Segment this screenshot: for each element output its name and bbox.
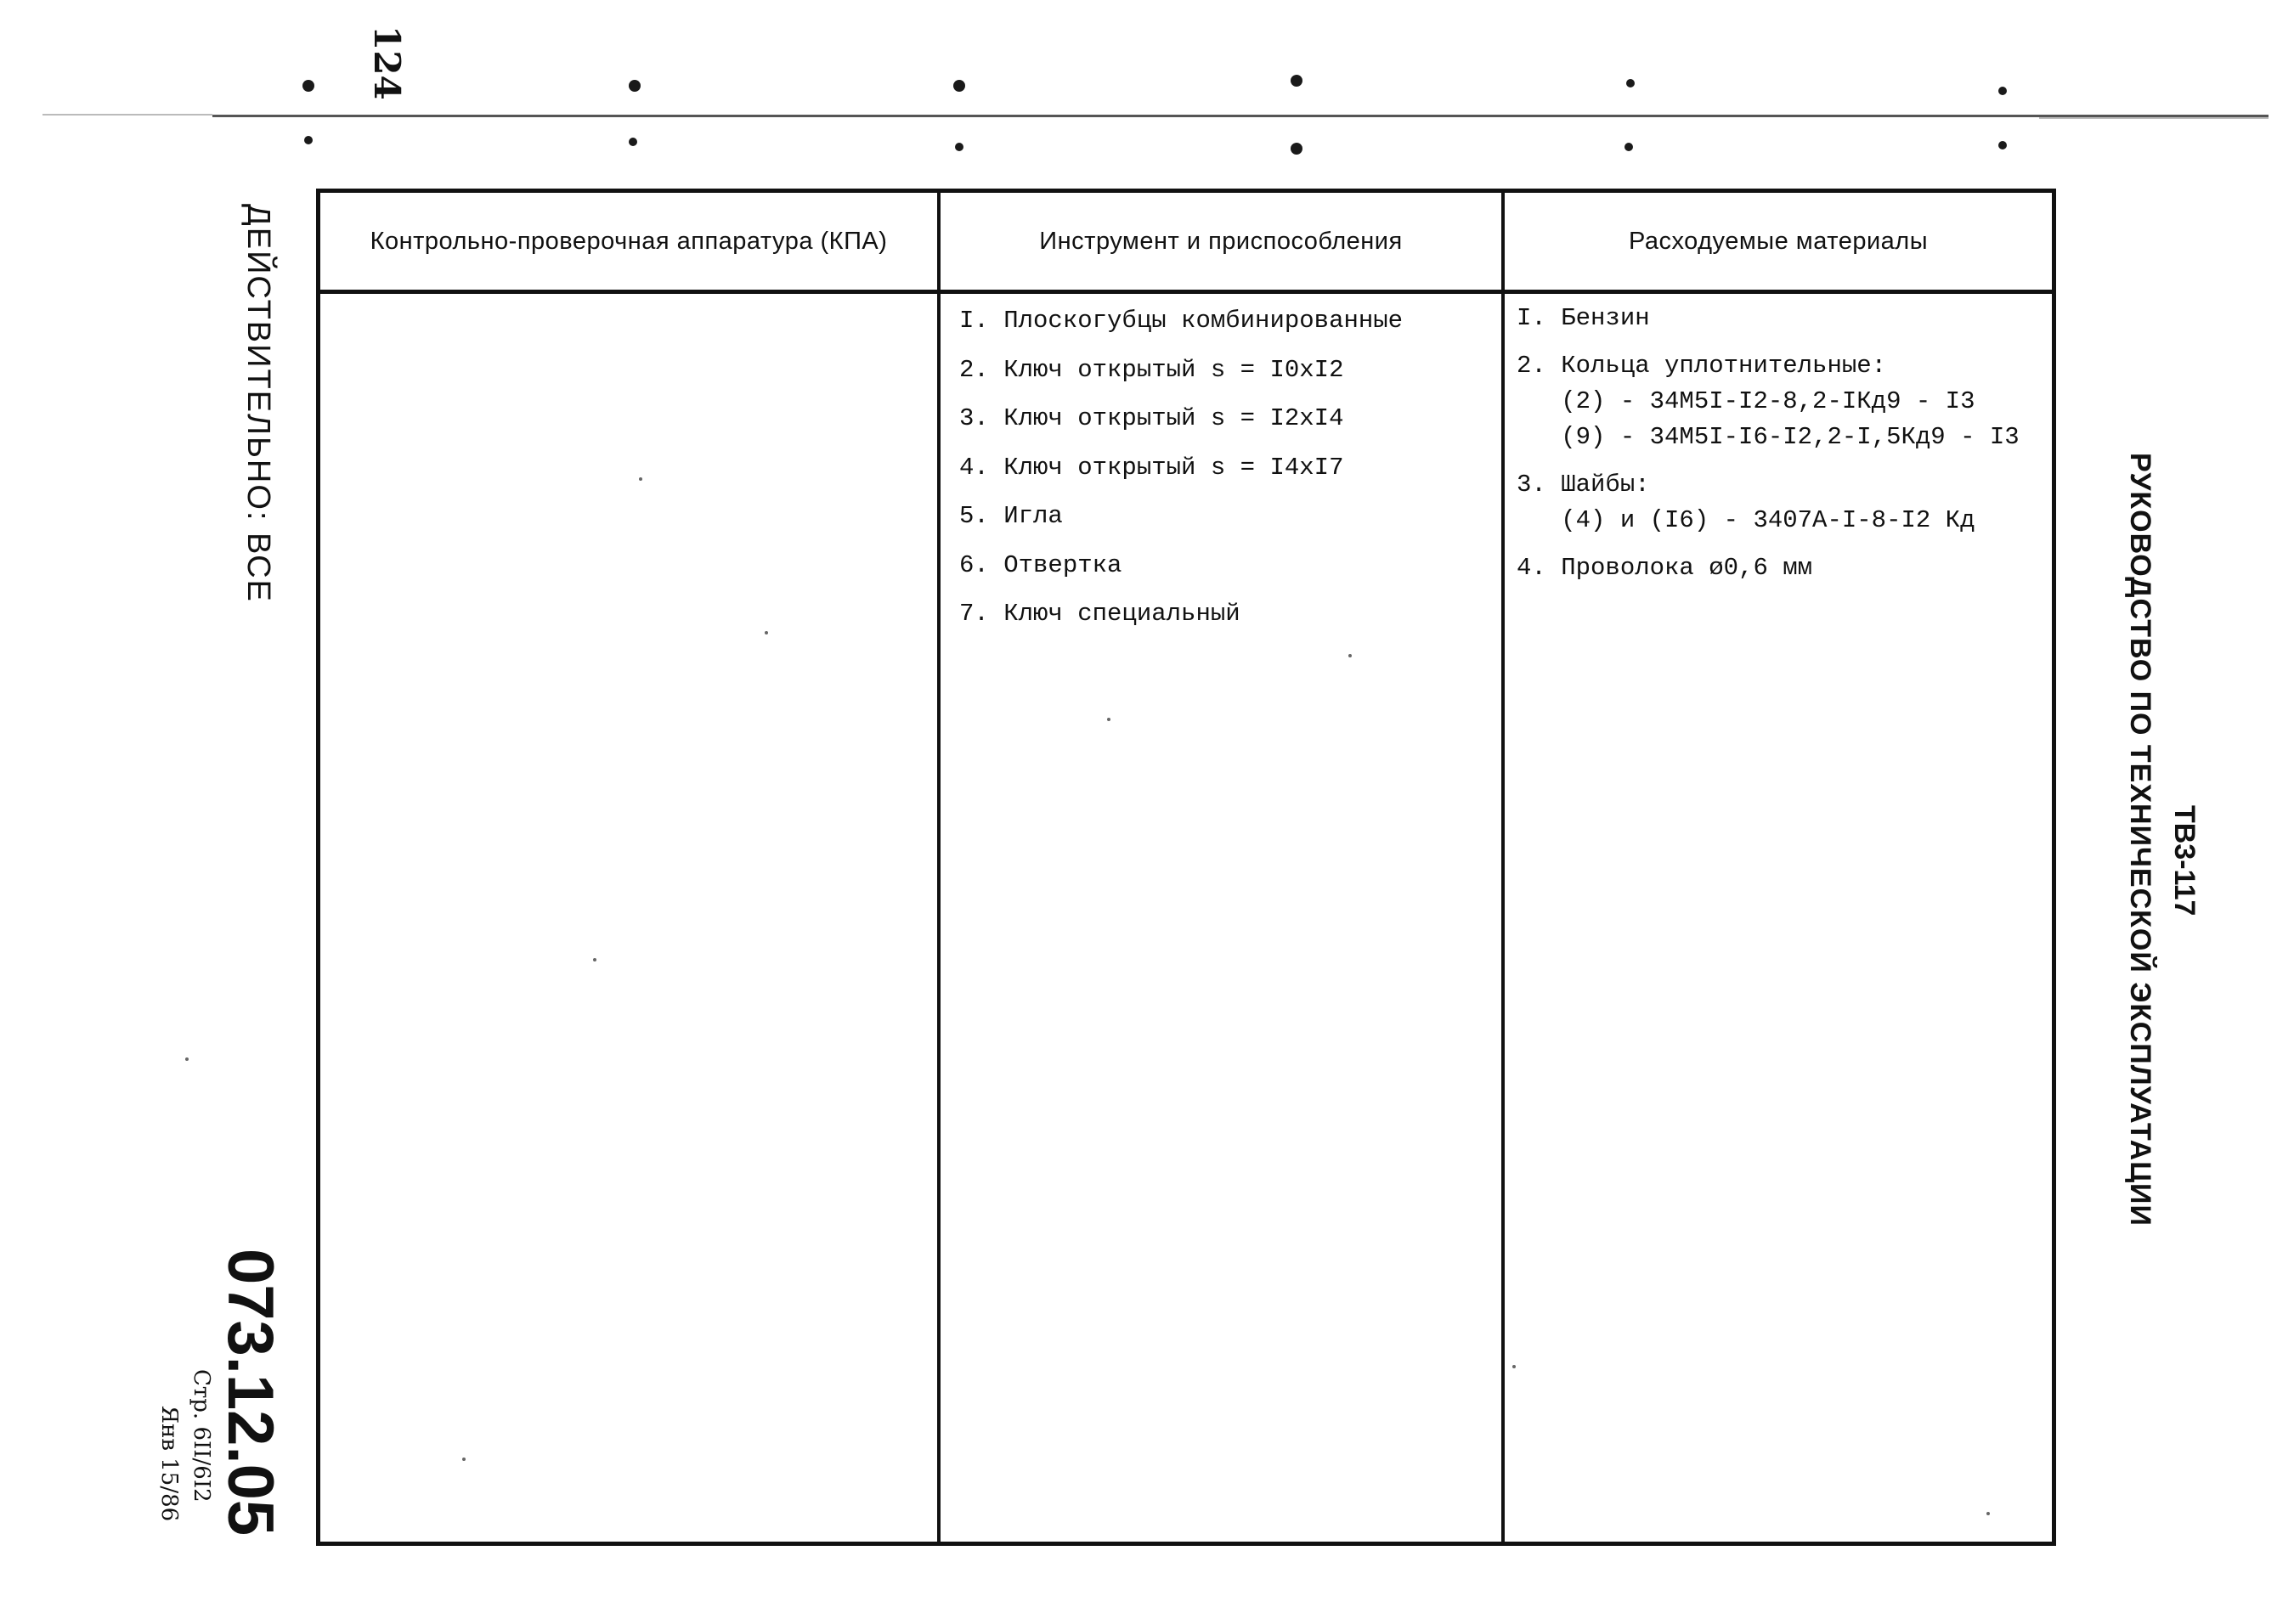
scan-speck bbox=[1107, 718, 1110, 721]
scan-speck bbox=[1348, 654, 1352, 657]
punch-hole bbox=[1291, 143, 1302, 155]
scan-speck bbox=[462, 1458, 466, 1461]
scan-speck bbox=[765, 631, 768, 634]
list-item: 3. Ключ открытый s = I2xI4 bbox=[959, 404, 1344, 432]
scan-rule-faint-right bbox=[2039, 117, 2269, 119]
column-divider bbox=[937, 193, 941, 1542]
column-divider bbox=[1501, 193, 1505, 1542]
punch-hole bbox=[1624, 143, 1633, 151]
list-item: 3. Шайбы: bbox=[1517, 471, 1650, 499]
list-item: 2. Ключ открытый s = I0xI2 bbox=[959, 355, 1344, 384]
scan-speck bbox=[593, 958, 596, 961]
scan-speck bbox=[185, 1057, 189, 1061]
tools-list bbox=[959, 296, 1403, 639]
handwritten-page-mark: 124 bbox=[366, 25, 408, 100]
kpa-column-body bbox=[320, 294, 937, 1542]
punch-hole bbox=[1291, 75, 1302, 87]
list-item: 5. Игла bbox=[959, 502, 1063, 530]
document-number: 073.12.05 bbox=[214, 1249, 286, 1537]
list-item: 6. Отвертка bbox=[959, 550, 1122, 579]
punch-hole bbox=[953, 80, 965, 92]
punch-hole bbox=[304, 136, 313, 144]
punch-hole bbox=[302, 80, 314, 92]
list-item-sub: (2) - 34M5I-I2-8,2-IКд9 - I3 bbox=[1517, 387, 1975, 415]
list-item: 7. Ключ специальный bbox=[959, 600, 1240, 628]
scan-speck bbox=[1986, 1512, 1990, 1515]
header-tools: Инструмент и приспособления bbox=[1039, 227, 1403, 255]
scan-speck bbox=[1512, 1365, 1516, 1368]
revision-date: Янв 15/86 bbox=[156, 1406, 182, 1522]
punch-hole bbox=[1626, 79, 1635, 87]
list-item-sub: (4) и (I6) - 3407A-I-8-I2 Кд bbox=[1517, 506, 1975, 534]
punch-hole bbox=[629, 138, 637, 146]
validity-label: ДЕЙСТВИТЕЛЬНО: ВСЕ bbox=[240, 204, 276, 603]
engine-model: ТВ3-117 bbox=[2168, 805, 2201, 916]
list-item: 4. Проволока ø0,6 мм bbox=[1517, 554, 1813, 582]
scan-rule-faint-left bbox=[42, 114, 212, 116]
list-item: I. Плоскогубцы комбинированные bbox=[959, 307, 1404, 335]
page-reference: Стр. 6II/6I2 bbox=[189, 1369, 214, 1503]
list-item-sub: (9) - 34M5I-I6-I2,2-I,5Кд9 - I3 bbox=[1517, 423, 2020, 451]
punch-hole bbox=[955, 143, 963, 151]
list-item: I. Бензин bbox=[1517, 304, 1650, 332]
punch-hole bbox=[629, 80, 641, 92]
scan-speck bbox=[639, 477, 642, 481]
list-item: 4. Ключ открытый s = I4xI7 bbox=[959, 453, 1344, 482]
header-materials: Расходуемые материалы bbox=[1628, 227, 1929, 255]
table-header-row bbox=[320, 193, 2052, 294]
punch-hole bbox=[1998, 87, 2007, 95]
materials-list bbox=[1517, 301, 2020, 586]
punch-hole bbox=[1998, 141, 2007, 149]
list-item: 2. Кольца уплотнительные: bbox=[1517, 352, 1887, 380]
header-kpa: Контрольно-проверочная аппаратура (КПА) bbox=[370, 227, 888, 255]
equipment-table bbox=[316, 189, 2056, 1546]
manual-title: РУКОВОДСТВО ПО ТЕХНИЧЕСКОЙ ЭКСПЛУАТАЦИИ bbox=[2124, 453, 2156, 1226]
scan-rule bbox=[212, 115, 2269, 117]
